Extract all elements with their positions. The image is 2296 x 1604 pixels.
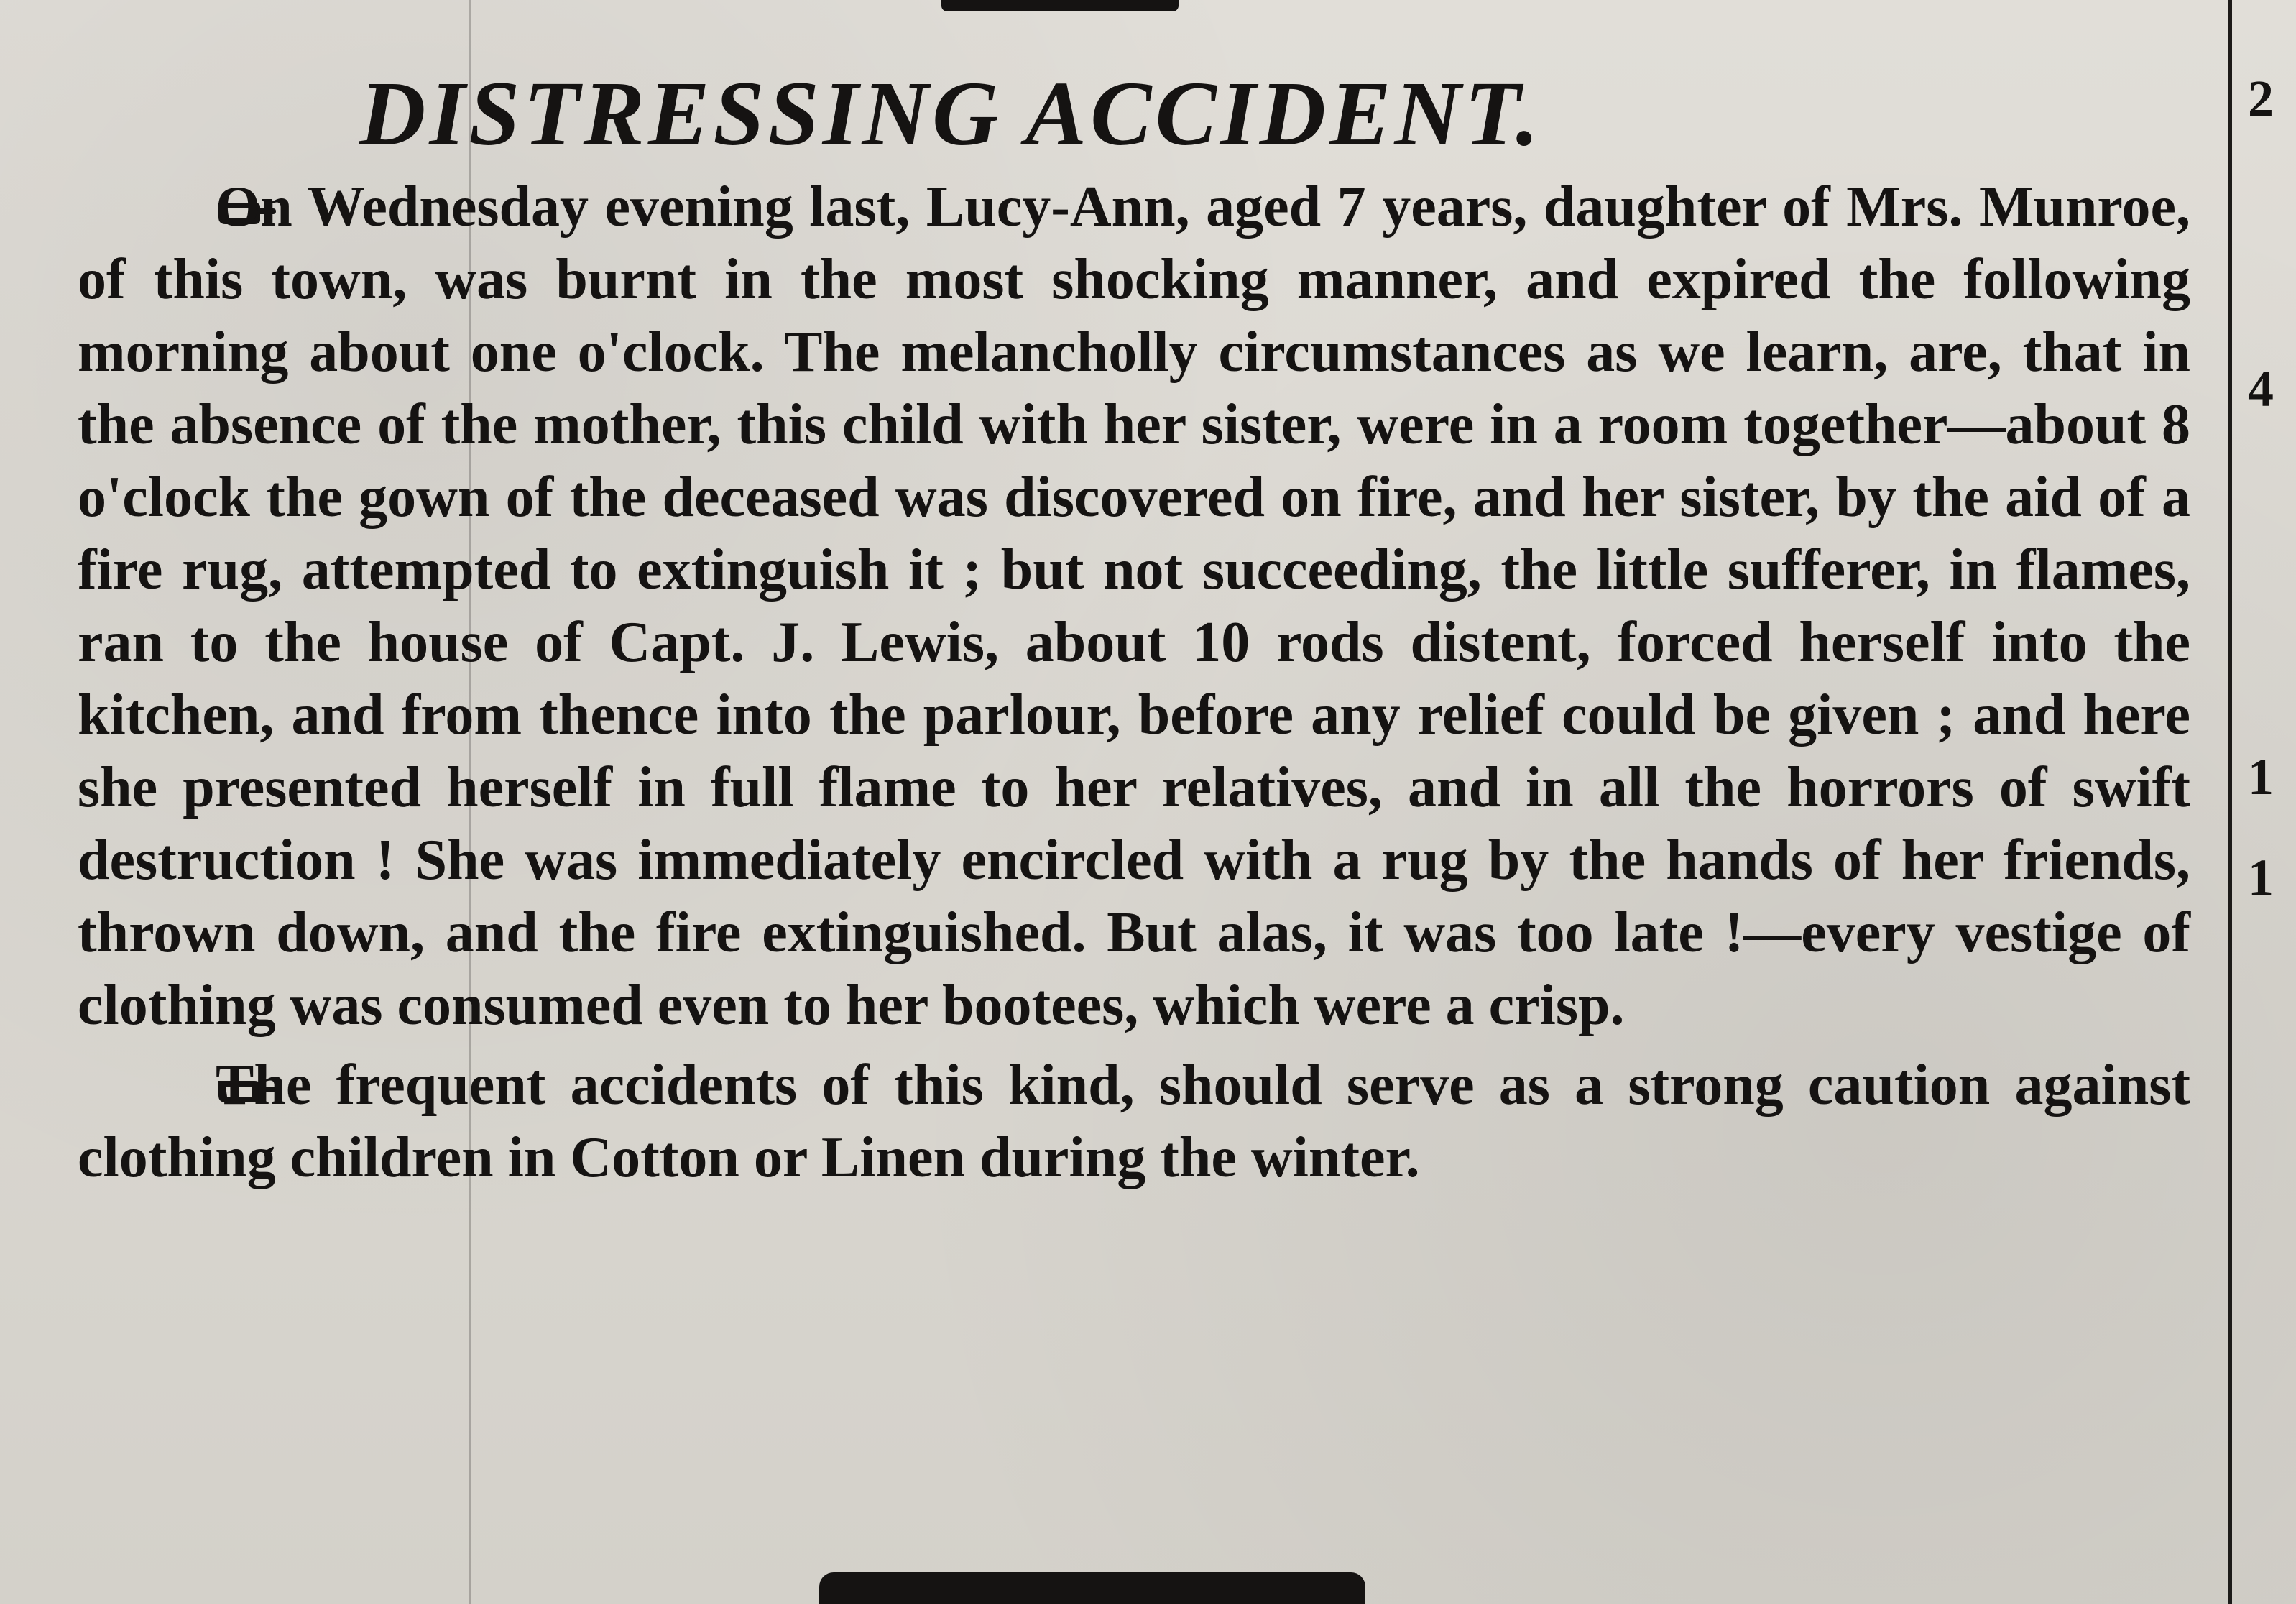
article-paragraph bbox=[78, 1049, 2190, 1194]
adjacent-column-fragment: 2 bbox=[2248, 70, 2274, 127]
pointing-hand-icon bbox=[144, 1049, 216, 1122]
paragraph-text: On Wednesday evening last, Lucy-Ann, aged 7 years, daughter of Mrs. Munroe, of this town, was burnt in the most shocking manner, and expired the following morning about one o'clock. The melancholly circumstances as we learn, are, that in the absence of the mother, this child with her sister, were in a room together—about 8 o'clock the gown of the deceased was discovered on fire, and her sister, by the aid of a fire rug, attempted to extinguish it ; but not succeeding, the little sufferer, in flames, ran to the house of Capt. J. Lewis, about 10 rods distent, forced herself into the kitchen, and from thence into the parlour, before any relief could be given ; and here she presented herself in full flame to her relatives, and in all the horrors of swift destruction ! She was immediately encircled with a rug by the hands of her friends, thrown down, and the fire extinguished. But alas, it was too late !—every vestige of clothing was consumed even to her bootees, which were a crisp. bbox=[78, 175, 2190, 1037]
column-rule bbox=[2228, 0, 2232, 1604]
article-body bbox=[78, 171, 2190, 1194]
adjacent-column-fragment: 1 bbox=[2248, 748, 2274, 806]
bottom-ornament-rule bbox=[819, 1572, 1365, 1604]
paragraph-text: The frequent accidents of this kind, should serve as a strong caution against clothing children in Cotton or Linen during the winter. bbox=[78, 1054, 2190, 1189]
top-ornament-rule bbox=[941, 0, 1179, 11]
adjacent-column-fragment: 4 bbox=[2248, 360, 2274, 418]
article-paragraph bbox=[78, 171, 2190, 1042]
pointing-hand-icon bbox=[144, 171, 216, 244]
article-headline: DISTRESSING ACCIDENT. bbox=[359, 63, 1543, 165]
adjacent-column-fragment: 1 bbox=[2248, 849, 2274, 906]
